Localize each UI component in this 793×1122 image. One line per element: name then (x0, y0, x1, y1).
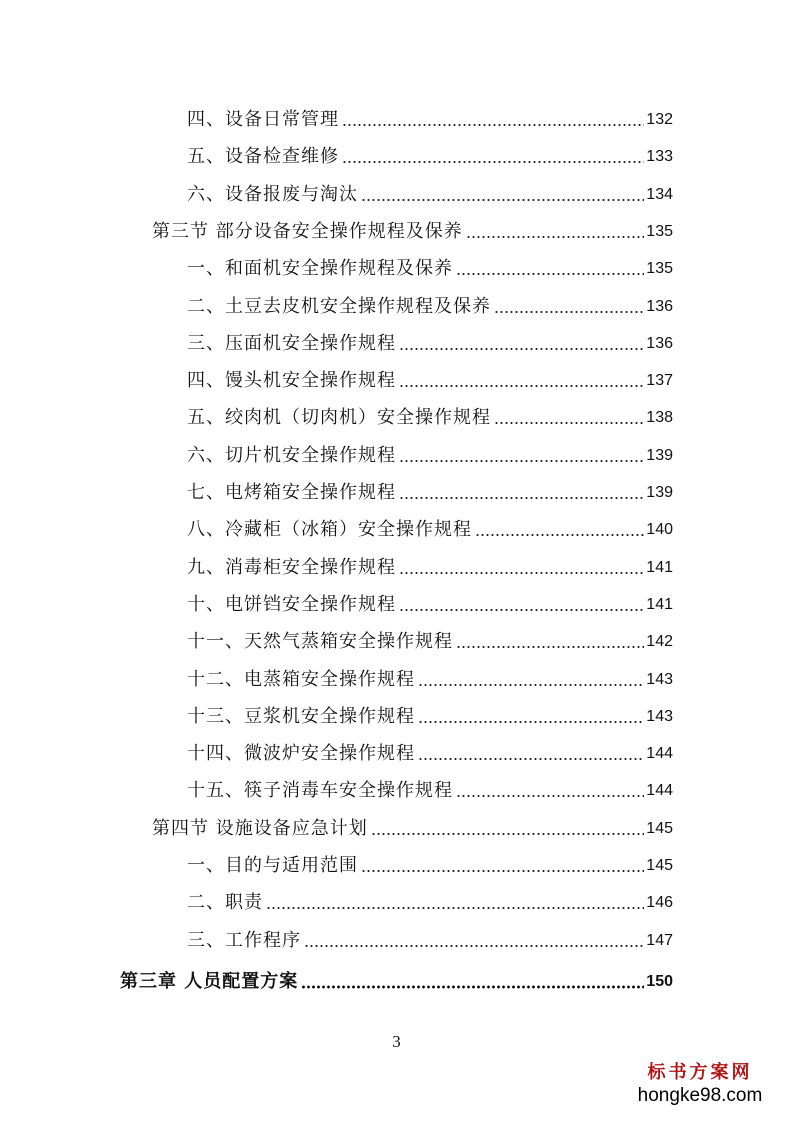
toc-chapter-entry[interactable] (120, 968, 673, 996)
toc-entry-title: 六、设备报废与淘汰 (187, 183, 358, 205)
toc-dot-leader (266, 902, 644, 910)
toc-entry-title: 四、设备日常管理 (187, 109, 339, 130)
toc-entry-page: 134 (646, 185, 673, 203)
toc-entry[interactable] (187, 852, 673, 880)
toc-entry-title: 第三节 部分设备安全操作规程及保养 (152, 220, 463, 242)
toc-entry-title: 十、电饼铛安全操作规程 (187, 593, 396, 615)
toc-entry-page: 146 (646, 894, 673, 912)
toc-dot-leader (399, 380, 644, 388)
toc-dot-leader (456, 790, 644, 798)
toc-entry[interactable] (187, 442, 673, 470)
toc-dot-leader (418, 753, 644, 761)
toc-entry-title: 三、工作程序 (187, 929, 301, 951)
toc-entry-title: 第四节 设施设备应急计划 (152, 817, 368, 839)
watermark-url: hongke98.com (637, 1085, 763, 1106)
toc-entry-page: 141 (646, 595, 673, 613)
toc-dot-leader (456, 268, 644, 276)
toc-entry[interactable] (187, 143, 673, 171)
toc-entry[interactable] (187, 404, 673, 432)
toc-entry[interactable] (187, 554, 673, 582)
toc-entry-page: 141 (646, 558, 673, 576)
toc-entry-title: 二、职责 (187, 892, 263, 914)
toc-entry-title: 六、切片机安全操作规程 (187, 444, 396, 466)
toc-entry-title: 十五、筷子消毒车安全操作规程 (187, 780, 453, 802)
toc-entry-page: 139 (646, 446, 673, 464)
toc-entry[interactable] (187, 181, 673, 209)
toc-dot-leader (342, 156, 644, 164)
toc-entry[interactable] (187, 479, 673, 507)
toc-entry-page: 136 (646, 297, 673, 315)
toc-dot-leader (399, 604, 644, 612)
toc-entry-page: 145 (646, 819, 673, 837)
toc-dot-leader (418, 679, 644, 687)
toc-entry-title: 第三章 人员配置方案 (120, 970, 299, 992)
toc-entry-page: 144 (646, 745, 673, 763)
toc-entry-title: 九、消毒柜安全操作规程 (187, 556, 396, 578)
toc-entry-title: 七、电烤箱安全操作规程 (187, 482, 396, 503)
toc-entry[interactable] (187, 889, 673, 917)
toc-entry-title: 十四、微波炉安全操作规程 (187, 743, 415, 765)
toc-entry[interactable] (187, 740, 673, 768)
toc-dot-leader (399, 343, 644, 351)
toc-entry-title: 四、馒头机安全操作规程 (187, 370, 396, 392)
toc-entry[interactable] (187, 777, 673, 805)
toc-dot-leader (399, 492, 644, 500)
toc-entry-page: 143 (646, 707, 673, 725)
toc-entry-title: 十三、豆浆机安全操作规程 (187, 705, 415, 727)
toc-entry-title: 一、和面机安全操作规程及保养 (187, 258, 453, 280)
toc-entry-page: 145 (646, 857, 673, 874)
watermark (625, 1062, 775, 1108)
toc-entry-page: 140 (646, 521, 673, 539)
toc-entry[interactable] (187, 106, 673, 134)
toc-entry[interactable] (187, 628, 673, 656)
toc-dot-leader (399, 567, 644, 575)
toc-entry[interactable] (187, 516, 673, 544)
toc-entry-title: 一、目的与适用范围 (187, 855, 358, 876)
toc-dot-leader (301, 981, 644, 989)
toc-entry-title: 三、压面机安全操作规程 (187, 332, 396, 354)
page-number: 3 (392, 1032, 401, 1051)
toc-entry-page: 132 (646, 111, 673, 128)
toc-entry-page: 137 (646, 372, 673, 390)
toc-entry[interactable] (187, 666, 673, 694)
toc-entry-page: 150 (646, 972, 673, 990)
toc-entry[interactable] (187, 703, 673, 731)
toc-entry[interactable] (187, 255, 673, 283)
toc-entry-page: 133 (646, 148, 673, 166)
toc-entry-title: 五、设备检查维修 (187, 146, 339, 168)
toc-section-entry[interactable] (152, 218, 673, 246)
toc-entry-page: 143 (646, 670, 673, 688)
toc-dot-leader (371, 828, 645, 836)
toc-dot-leader (466, 231, 645, 239)
toc-entry-title: 五、绞肉机（切肉机）安全操作规程 (187, 407, 491, 429)
toc-entry-page: 136 (646, 334, 673, 352)
toc-entry-page: 135 (646, 222, 673, 240)
toc-entry-page: 139 (646, 484, 673, 501)
toc-dot-leader (494, 306, 644, 314)
toc-entry-title: 十一、天然气蒸箱安全操作规程 (187, 631, 453, 653)
toc-entry-page: 147 (646, 931, 673, 949)
toc-entry-page: 135 (646, 260, 673, 278)
watermark-name: 标书方案网 (647, 1062, 753, 1083)
toc-entry[interactable] (187, 591, 673, 619)
toc-section-entry[interactable] (152, 815, 673, 843)
toc-dot-leader (456, 641, 644, 649)
toc-entry-title: 八、冷藏柜（冰箱）安全操作规程 (187, 519, 472, 541)
toc-entry[interactable] (187, 293, 673, 321)
toc-entry[interactable] (187, 367, 673, 395)
toc-dot-leader (304, 940, 644, 948)
toc-entry[interactable] (187, 927, 673, 955)
toc-entry-page: 138 (646, 409, 673, 427)
toc-dot-leader (361, 865, 644, 873)
toc-dot-leader (475, 529, 644, 537)
toc-dot-leader (361, 194, 644, 202)
toc-entry-page: 142 (646, 633, 673, 651)
toc-dot-leader (494, 417, 644, 425)
toc-entry-title: 二、土豆去皮机安全操作规程及保养 (187, 295, 491, 317)
toc-dot-leader (418, 716, 644, 724)
toc-entry-title: 十二、电蒸箱安全操作规程 (187, 668, 415, 690)
toc-dot-leader (399, 455, 644, 463)
toc-entry-page: 144 (646, 782, 673, 800)
toc-dot-leader (342, 119, 644, 127)
toc-entry[interactable] (187, 330, 673, 358)
